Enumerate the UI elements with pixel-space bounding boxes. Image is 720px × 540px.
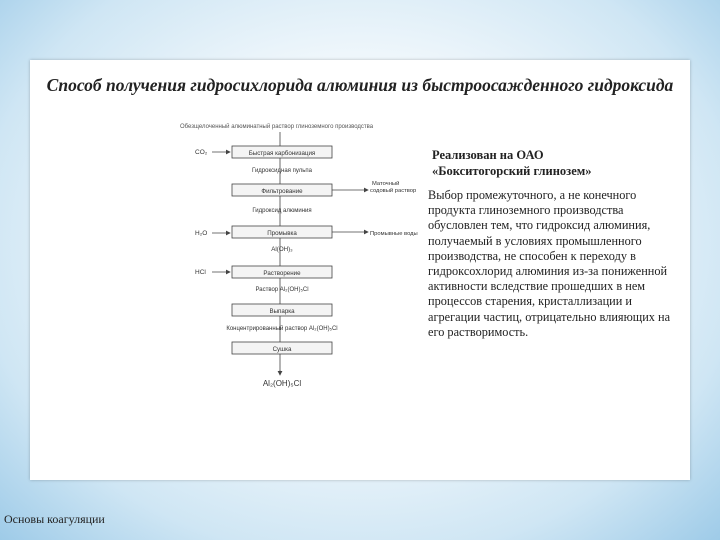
intermediate-solution: Раствор Al₂(OH)₅Cl xyxy=(255,287,309,293)
intermediate-aloh3: Al(OH)₃ xyxy=(271,246,293,253)
footer-caption: Основы коагуляции xyxy=(4,512,105,526)
step-drying: Сушка xyxy=(272,346,292,353)
step-filtration: Фильтрование xyxy=(261,188,303,195)
step-dissolution: Растворение xyxy=(263,270,301,277)
output-mother-liquor: Маточный содовый раствор xyxy=(370,181,417,194)
input-co2: CO₂ xyxy=(195,149,208,156)
intermediate-hydroxide: Гидроксид алюминия xyxy=(252,208,312,214)
output-wash-water: Промывные воды xyxy=(370,231,418,237)
intermediate-concentrate: Концентрированный раствор Al₂(OH)₅Cl xyxy=(226,326,338,332)
step-carbonization: Быстрая карбонизация xyxy=(248,150,316,157)
step-washing: Промывка xyxy=(267,230,297,237)
input-h2o: H₂O xyxy=(195,230,208,237)
diagram-caption: Обезщелоченный алюминатный раствор глиноземного производства xyxy=(180,124,374,130)
explanation-text: Выбор промежуточного, а не конечного продукта глиноземного производства обусловлен тем, что гидроксид алюминия, получаемый в условиях промышленного производства, не способен к переходу в гидроксохлорид алюминия из-за пониженной активности вследствие прошедших в нем процессов старения, кристаллизации и агрегации частиц, отрицательно влияющих на его растворимость. xyxy=(428,188,671,339)
step-evaporation: Выпарка xyxy=(269,308,295,315)
slide-title: Способ получения гидросихлорида алюминия из быстроосажденного гидроксида xyxy=(46,75,674,95)
intermediate-pulp: Гидроксидная пульпа xyxy=(252,168,312,174)
implementation-heading-line2: «Бокситогорский глинозем» xyxy=(432,164,592,178)
implementation-heading-line1: Реализован на ОАО xyxy=(432,148,544,162)
implementation-heading xyxy=(432,147,682,179)
final-product: Al₂(OH)₅Cl xyxy=(262,379,302,388)
process-flow-diagram xyxy=(190,130,420,392)
input-hcl: HCl xyxy=(195,269,206,276)
